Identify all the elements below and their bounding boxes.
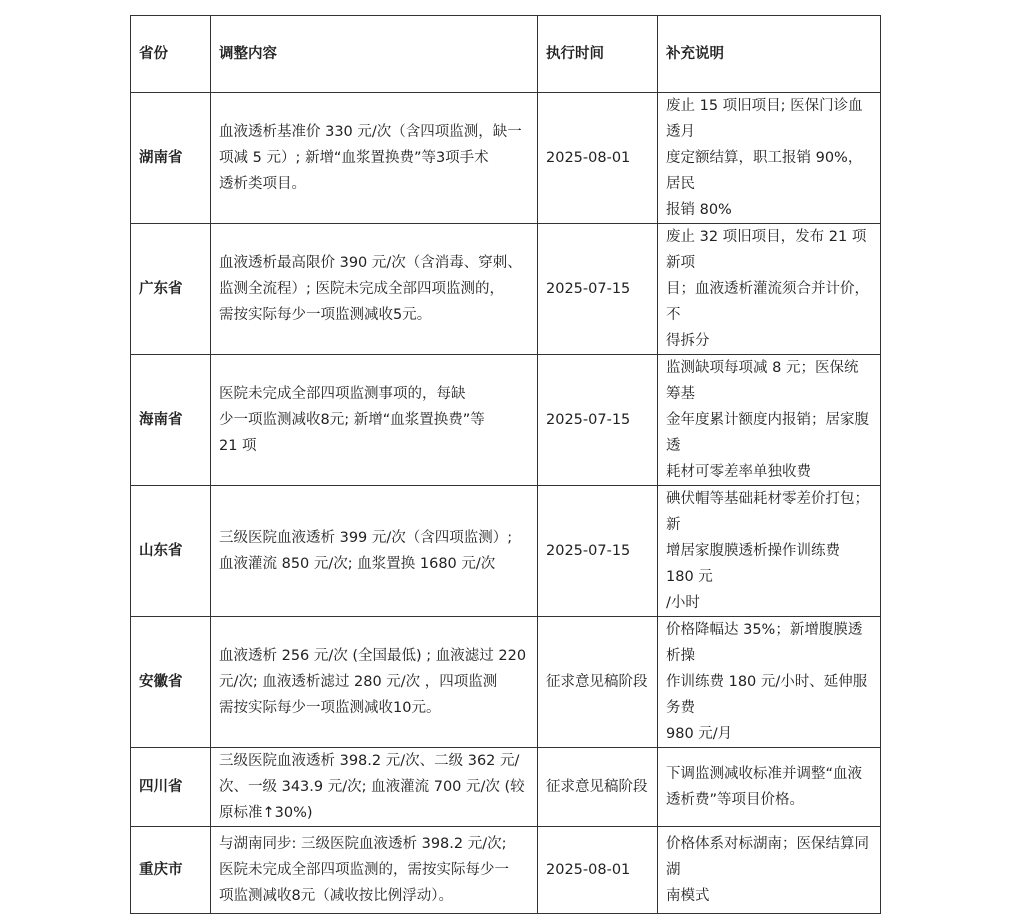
header-date: 执行时间 bbox=[538, 16, 658, 93]
date-cell: 征求意见稿阶段 bbox=[538, 617, 658, 748]
table-row bbox=[131, 486, 881, 617]
header-row bbox=[131, 16, 881, 93]
header-province: 省份 bbox=[131, 16, 211, 93]
date-cell: 2025-08-01 bbox=[538, 93, 658, 224]
table-row bbox=[131, 748, 881, 827]
note-cell: 废止 15 项旧项目; 医保门诊血透月 度定额结算，职工报销 90%，居民 报销 80% bbox=[658, 93, 881, 224]
province-cell: 重庆市 bbox=[131, 827, 211, 914]
table-row bbox=[131, 617, 881, 748]
note-cell: 价格降幅达 35%；新增腹膜透析操 作训练费 180 元/小时、延伸服务费 980 元/月 bbox=[658, 617, 881, 748]
province-cell: 广东省 bbox=[131, 224, 211, 355]
province-cell: 湖南省 bbox=[131, 93, 211, 224]
content-cell: 三级医院血液透析 399 元/次（含四项监测）; 血液灌流 850 元/次; 血浆置换 1680 元/次 bbox=[211, 486, 538, 617]
content-cell: 血液透析 256 元/次 (全国最低) ; 血液滤过 220 元/次; 血液透析滤过 280 元/次 ，四项监测 需按实际每少一项监测减收10元。 bbox=[211, 617, 538, 748]
date-cell: 2025-08-01 bbox=[538, 827, 658, 914]
header-note: 补充说明 bbox=[658, 16, 881, 93]
province-cell: 安徽省 bbox=[131, 617, 211, 748]
policy-table bbox=[130, 15, 881, 914]
date-cell: 2025-07-15 bbox=[538, 355, 658, 486]
date-cell: 征求意见稿阶段 bbox=[538, 748, 658, 827]
content-cell: 与湖南同步: 三级医院血液透析 398.2 元/次; 医院未完成全部四项监测的，需按实际每少一 项监测减收8元（减收按比例浮动）。 bbox=[211, 827, 538, 914]
note-cell: 碘伏帽等基础耗材零差价打包；新 增居家腹膜透析操作训练费 180 元 /小时 bbox=[658, 486, 881, 617]
table-row bbox=[131, 224, 881, 355]
province-cell: 山东省 bbox=[131, 486, 211, 617]
header-content: 调整内容 bbox=[211, 16, 538, 93]
province-cell: 四川省 bbox=[131, 748, 211, 827]
table-row bbox=[131, 93, 881, 224]
table-row bbox=[131, 827, 881, 914]
content-cell: 血液透析基准价 330 元/次（含四项监测，缺一 项减 5 元）; 新增“血浆置换费”等3项手术 透析类项目。 bbox=[211, 93, 538, 224]
note-cell: 价格体系对标湖南；医保结算同湖 南模式 bbox=[658, 827, 881, 914]
province-cell: 海南省 bbox=[131, 355, 211, 486]
note-cell: 废止 32 项旧项目，发布 21 项新项 目；血液透析灌流须合并计价，不 得拆分 bbox=[658, 224, 881, 355]
date-cell: 2025-07-15 bbox=[538, 224, 658, 355]
table-row bbox=[131, 355, 881, 486]
note-cell: 监测缺项每项减 8 元；医保统筹基 金年度累计额度内报销；居家腹透 耗材可零差率单独收费 bbox=[658, 355, 881, 486]
content-cell: 医院未完成全部四项监测事项的，每缺 少一项监测减收8元; 新增“血浆置换费”等 21 项 bbox=[211, 355, 538, 486]
content-cell: 血液透析最高限价 390 元/次（含消毒、穿刺、 监测全流程）; 医院未完成全部四项监测的， 需按实际每少一项监测减收5元。 bbox=[211, 224, 538, 355]
note-cell: 下调监测减收标准并调整“血液 透析费”等项目价格。 bbox=[658, 748, 881, 827]
content-cell: 三级医院血液透析 398.2 元/次、二级 362 元/ 次、一级 343.9 元/次; 血液灌流 700 元/次 (较 原标准↑30%) bbox=[211, 748, 538, 827]
date-cell: 2025-07-15 bbox=[538, 486, 658, 617]
